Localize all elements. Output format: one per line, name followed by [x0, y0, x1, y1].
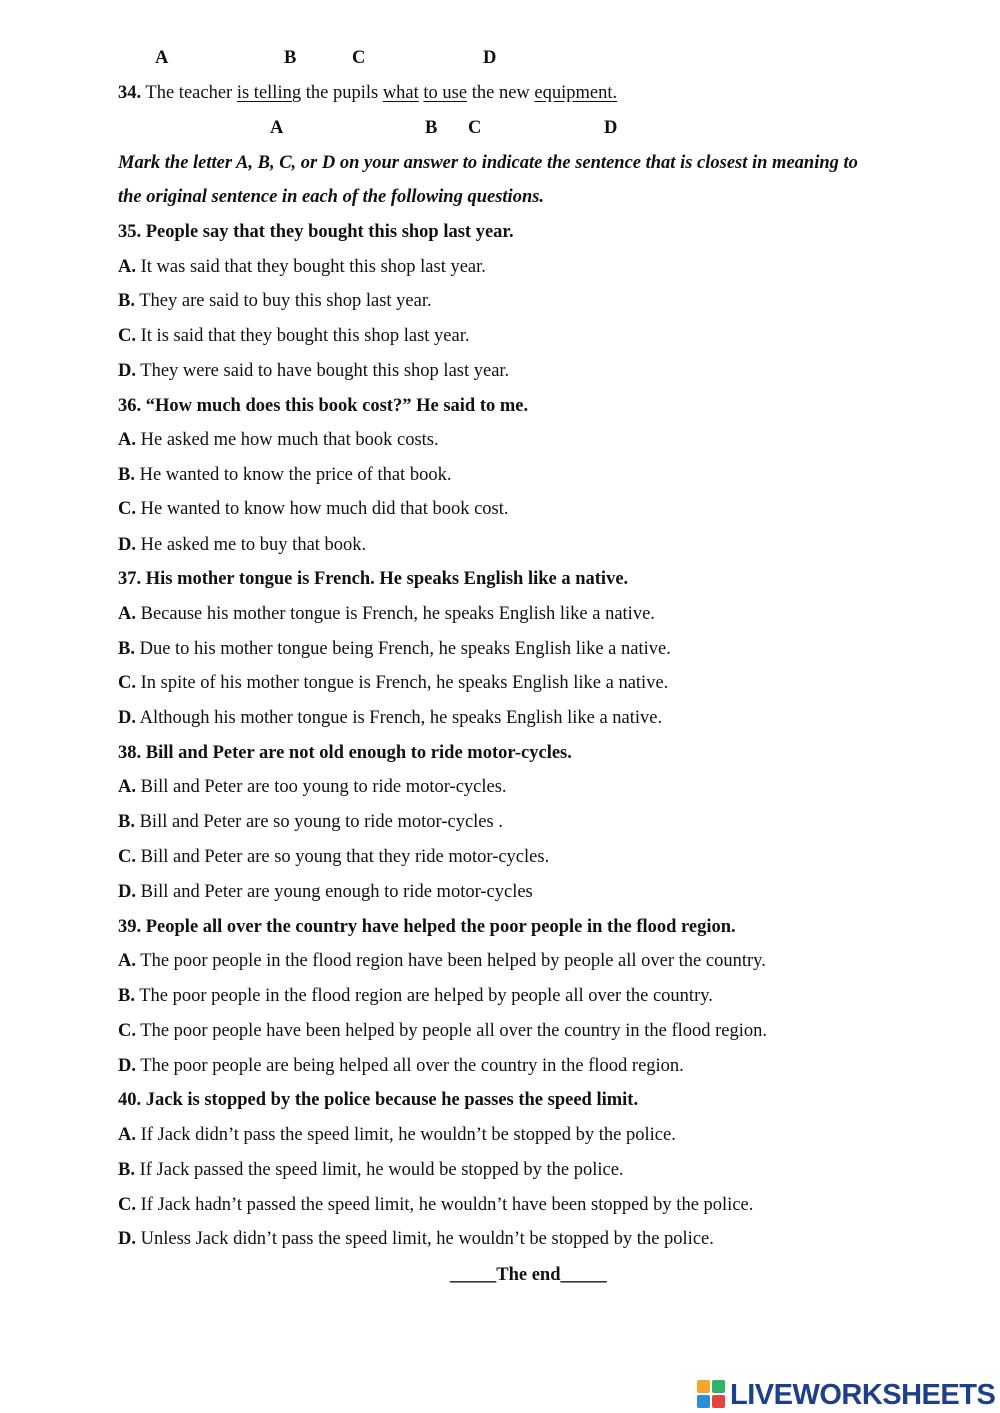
- q34-text-2: the pupils: [301, 83, 383, 103]
- question-39-option-a[interactable]: [118, 951, 766, 972]
- instruction-line-2: the original sentence in each of the following questions.: [118, 187, 545, 207]
- q34-letter-b: B: [425, 118, 438, 138]
- q33-letter-b: B: [284, 48, 297, 68]
- question-38-option-a[interactable]: [118, 777, 507, 798]
- question-37-option-d[interactable]: [118, 708, 662, 729]
- question-39-option-d[interactable]: [118, 1056, 684, 1077]
- instruction-line-1: Mark the letter A, B, C, or D on your answer to indicate the sentence that is closest in meaning to: [118, 153, 858, 173]
- q33-letter-a: A: [155, 48, 169, 68]
- option-letter: B.: [118, 291, 135, 311]
- option-text: He wanted to know the price of that book.: [134, 465, 452, 485]
- question-39-stem: 39. People all over the country have helped the poor people in the flood region.: [118, 917, 736, 937]
- option-text: They are said to buy this shop last year.: [134, 291, 432, 311]
- option-text: Due to his mother tongue being French, he speaks English like a native.: [134, 639, 671, 659]
- question-40-option-d[interactable]: [118, 1229, 714, 1250]
- option-letter: C.: [118, 673, 136, 693]
- option-letter: D.: [118, 882, 136, 902]
- option-text: In spite of his mother tongue is French, he speaks English like a native.: [136, 673, 669, 693]
- q34-underlined-b: what: [382, 83, 419, 103]
- question-36-option-c[interactable]: [118, 499, 509, 520]
- end-marker: _____The end_____: [450, 1265, 607, 1285]
- option-text: Because his mother tongue is French, he speaks English like a native.: [136, 604, 655, 624]
- question-36-stem: 36. “How much does this book cost?” He said to me.: [118, 396, 529, 416]
- option-text: If Jack didn’t pass the speed limit, he wouldn’t be stopped by the police.: [136, 1125, 676, 1145]
- q34-sentence: [118, 83, 617, 104]
- q34-text-4: the new: [467, 83, 535, 103]
- option-letter: B.: [118, 812, 135, 832]
- question-40-stem: 40. Jack is stopped by the police because he passes the speed limit.: [118, 1090, 639, 1110]
- option-text: Unless Jack didn’t pass the speed limit, he wouldn’t be stopped by the police.: [136, 1229, 714, 1249]
- question-38-stem: 38. Bill and Peter are not old enough to ride motor-cycles.: [118, 743, 572, 763]
- option-letter: C.: [118, 499, 136, 519]
- q33-letter-d: D: [483, 48, 497, 68]
- option-text: The poor people have been helped by people all over the country in the flood region.: [136, 1021, 768, 1041]
- option-text: If Jack hadn’t passed the speed limit, he wouldn’t have been stopped by the police.: [136, 1195, 754, 1215]
- question-35-option-a[interactable]: [118, 257, 486, 278]
- option-letter: C.: [118, 326, 136, 346]
- option-text: If Jack passed the speed limit, he would be stopped by the police.: [134, 1160, 624, 1180]
- q34-letter-a: A: [270, 118, 284, 138]
- option-text: Bill and Peter are young enough to ride motor-cycles: [136, 882, 533, 902]
- option-letter: D.: [118, 1229, 136, 1249]
- question-37-option-b[interactable]: [118, 639, 671, 660]
- option-letter: B.: [118, 465, 135, 485]
- q34-letter-d: D: [604, 118, 618, 138]
- option-letter: B.: [118, 639, 135, 659]
- option-letter: C.: [118, 847, 136, 867]
- question-38-option-d[interactable]: [118, 882, 533, 903]
- option-text: The poor people in the flood region are helped by people all over the country.: [134, 986, 713, 1006]
- option-letter: D.: [118, 708, 136, 728]
- question-37-stem: 37. His mother tongue is French. He speaks English like a native.: [118, 569, 629, 589]
- question-36-option-d[interactable]: [118, 535, 366, 556]
- q34-underlined-d: equipment.: [534, 83, 618, 103]
- question-35-option-d[interactable]: [118, 361, 509, 382]
- option-text: The poor people are being helped all over the country in the flood region.: [136, 1056, 684, 1076]
- q33-letter-c: C: [352, 48, 366, 68]
- option-letter: A.: [118, 257, 136, 277]
- question-36-option-a[interactable]: [118, 430, 439, 451]
- question-38-option-c[interactable]: [118, 847, 549, 868]
- option-letter: A.: [118, 430, 136, 450]
- option-letter: C.: [118, 1195, 136, 1215]
- q34-number: 34.: [118, 83, 142, 103]
- option-text: He asked me to buy that book.: [136, 535, 367, 555]
- liveworksheets-logo-text: LIVEWORKSHEETS: [730, 1378, 996, 1411]
- question-35-stem: 35. People say that they bought this shop last year.: [118, 222, 514, 242]
- q34-underlined-c: to use: [423, 83, 468, 103]
- liveworksheets-logo-icon: [697, 1380, 727, 1410]
- option-text: Bill and Peter are so young to ride motor-cycles .: [134, 812, 503, 832]
- q34-text-1: The teacher: [145, 83, 237, 103]
- question-35-option-b[interactable]: [118, 291, 432, 312]
- option-text: Bill and Peter are too young to ride motor-cycles.: [136, 777, 507, 797]
- option-letter: A.: [118, 951, 136, 971]
- question-40-option-c[interactable]: [118, 1195, 753, 1216]
- question-39-option-b[interactable]: [118, 986, 713, 1007]
- question-38-option-b[interactable]: [118, 812, 503, 833]
- question-39-option-c[interactable]: [118, 1021, 767, 1042]
- option-text: Bill and Peter are so young that they ride motor-cycles.: [136, 847, 550, 867]
- option-letter: D.: [118, 535, 136, 555]
- option-text: It was said that they bought this shop last year.: [136, 257, 486, 277]
- option-letter: B.: [118, 1160, 135, 1180]
- option-letter: D.: [118, 1056, 136, 1076]
- option-letter: D.: [118, 361, 136, 381]
- question-40-option-b[interactable]: [118, 1160, 624, 1181]
- option-text: He wanted to know how much did that book cost.: [136, 499, 509, 519]
- liveworksheets-logo[interactable]: [697, 1378, 995, 1412]
- question-37-option-a[interactable]: [118, 604, 655, 625]
- option-letter: B.: [118, 986, 135, 1006]
- option-text: It is said that they bought this shop last year.: [136, 326, 470, 346]
- question-40-option-a[interactable]: [118, 1125, 676, 1146]
- option-letter: A.: [118, 777, 136, 797]
- q34-underlined-a: is telling: [236, 83, 302, 103]
- q34-letter-c: C: [468, 118, 482, 138]
- question-37-option-c[interactable]: [118, 673, 668, 694]
- option-text: He asked me how much that book costs.: [136, 430, 439, 450]
- option-text: Although his mother tongue is French, he speaks English like a native.: [136, 708, 663, 728]
- option-text: They were said to have bought this shop last year.: [136, 361, 510, 381]
- option-letter: A.: [118, 1125, 136, 1145]
- question-36-option-b[interactable]: [118, 465, 451, 486]
- option-letter: C.: [118, 1021, 136, 1041]
- option-letter: A.: [118, 604, 136, 624]
- option-text: The poor people in the flood region have been helped by people all over the country.: [136, 951, 766, 971]
- question-35-option-c[interactable]: [118, 326, 469, 347]
